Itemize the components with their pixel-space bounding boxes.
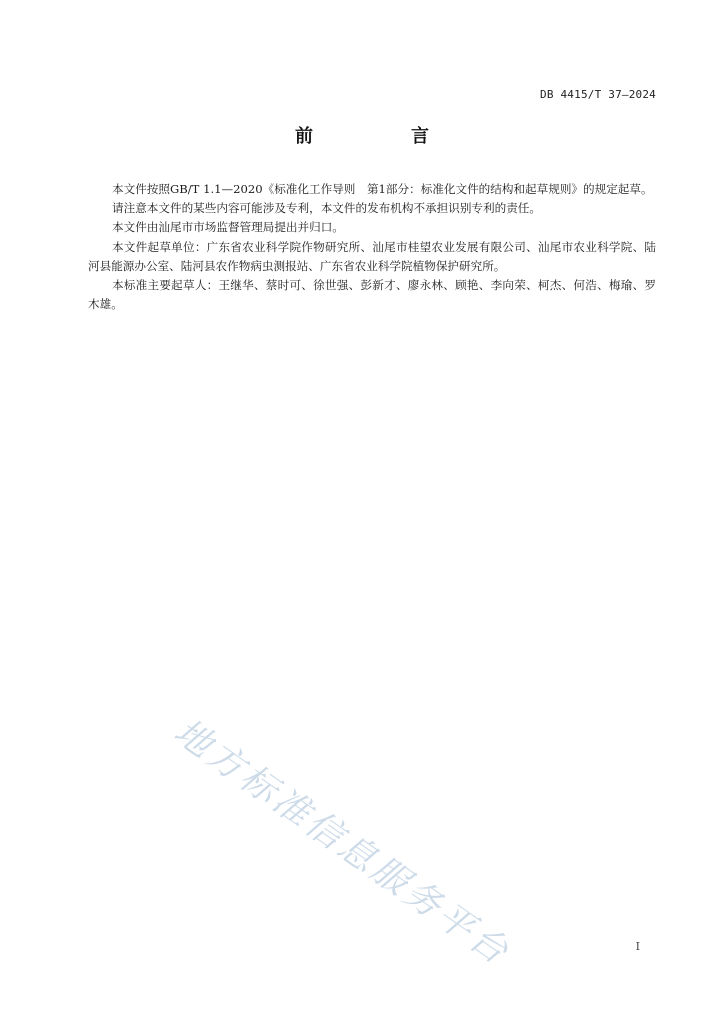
watermark: 地方标准信息服务平台 [166, 711, 518, 975]
page-number: I [635, 940, 640, 953]
paragraph-drafting-units: 本文件起草单位：广东省农业科学院作物研究所、汕尾市桂望农业发展有限公司、汕尾市农业科学院、陆河县能源办公室、陆河县农作物病虫测报站、广东省农业科学院植物保护研究所。 [88, 239, 656, 273]
page-title: 前 言 [295, 126, 469, 147]
document-code: DB 4415/T 37—2024 [540, 88, 656, 101]
paragraph-drafting-rules: 本文件按照GB/T 1.1—2020《标准化工作导则 第1部分：标准化文件的结构和起草规则》的规定起草。 [112, 182, 653, 196]
foreword-body [88, 180, 656, 314]
paragraph-proposer: 本文件由汕尾市市场监督管理局提出并归口。 [112, 220, 344, 235]
paragraph-patent-notice: 请注意本文件的某些内容可能涉及专利，本文件的发布机构不承担识别专利的责任。 [112, 201, 541, 216]
paragraph-drafters: 本标准主要起草人：王继华、蔡时可、徐世强、彭新才、廖永林、顾艳、李向荣、柯杰、何浩、梅瑜、罗木雄。 [88, 278, 656, 312]
